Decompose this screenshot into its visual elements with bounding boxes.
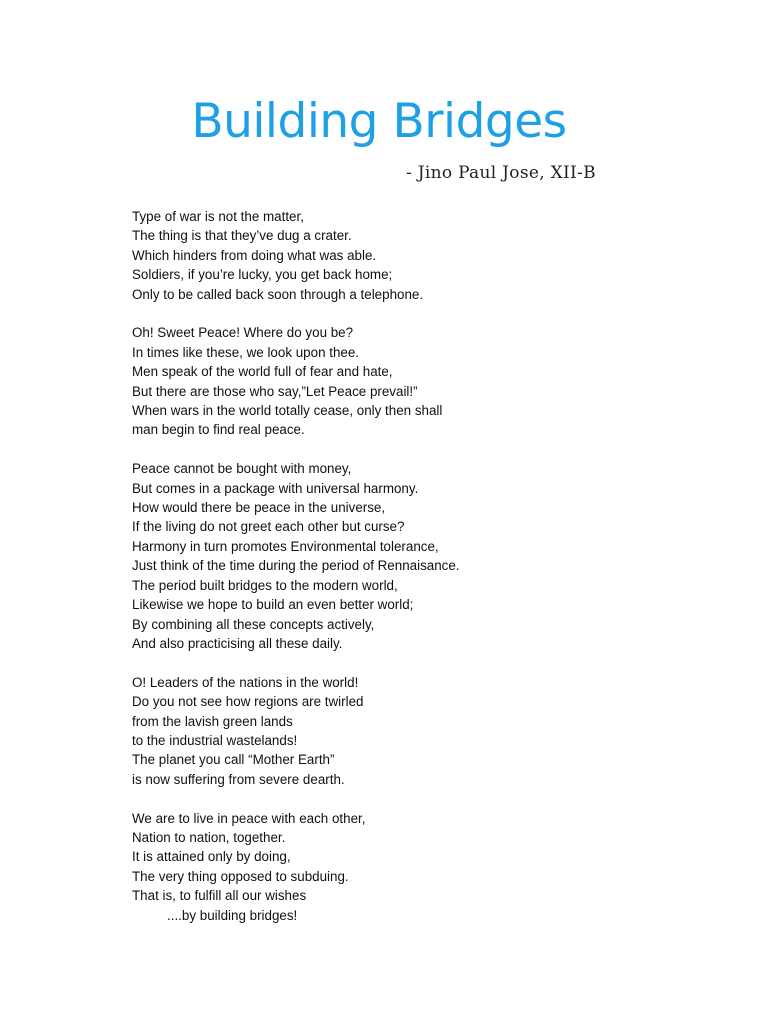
poem-line: But there are those who say,”Let Peace prevail!” <box>132 383 418 399</box>
poem-body <box>132 207 732 944</box>
poem-line: That is, to fulfill all our wishes <box>132 888 307 904</box>
poem-line: Type of war is not the matter, <box>132 209 304 224</box>
poem-line: Oh! Sweet Peace! Where do you be? <box>132 325 354 341</box>
stanza-4 <box>132 673 732 789</box>
poem-line: The thing is that they’ve dug a crater. <box>132 228 352 244</box>
poem-line: The very thing opposed to subduing. <box>132 868 349 884</box>
poem-line: is now suffering from severe dearth. <box>132 771 345 787</box>
poem-line: Soldiers, if you’re lucky, you get back home; <box>132 267 393 283</box>
poem-line: The period built bridges to the modern world, <box>132 577 398 593</box>
poem-line: O! Leaders of the nations in the world! <box>132 674 359 690</box>
stanza-2 <box>132 323 732 439</box>
poem-line: In times like these, we look upon thee. <box>132 344 360 360</box>
poem-line: Peace cannot be bought with money, <box>132 461 352 477</box>
poem-line: How would there be peace in the universe, <box>132 500 386 516</box>
poem-title: Building Bridges <box>191 94 567 149</box>
stanza-3 <box>132 459 732 653</box>
poem-line: It is attained only by doing, <box>132 849 291 865</box>
stanza-5 <box>132 809 732 925</box>
poem-author: - Jino Paul Jose, XII-B <box>406 163 596 183</box>
poem-line: from the lavish green lands <box>132 713 293 729</box>
poem-line: Harmony in turn promotes Environmental tolerance, <box>132 538 439 554</box>
poem-line: By combining all these concepts actively, <box>132 616 375 632</box>
poem-line: If the living do not greet each other but curse? <box>132 519 405 535</box>
poem-line: Only to be called back soon through a telephone. <box>132 286 424 302</box>
poem-line: Just think of the time during the period of Rennaisance. <box>132 558 460 574</box>
poem-line: And also practicising all these daily. <box>132 635 343 651</box>
poem-line: Nation to nation, together. <box>132 829 286 845</box>
poem-line: But comes in a package with universal harmony. <box>132 480 419 496</box>
poem-line: The planet you call “Mother Earth” <box>132 752 335 768</box>
poem-line: Do you not see how regions are twirled <box>132 694 364 710</box>
stanza-1 <box>132 207 732 304</box>
poem-line: When wars in the world totally cease, only then shall <box>132 403 443 419</box>
poem-closing-line: ....by building bridges! <box>167 907 298 923</box>
poem-line: Men speak of the world full of fear and hate, <box>132 364 393 380</box>
poem-line: Likewise we hope to build an even better world; <box>132 597 414 613</box>
poem-line: man begin to find real peace. <box>132 422 305 438</box>
poem-line: to the industrial wastelands! <box>132 732 298 748</box>
poem-line: We are to live in peace with each other, <box>132 810 366 826</box>
poem-line: Which hinders from doing what was able. <box>132 247 377 263</box>
